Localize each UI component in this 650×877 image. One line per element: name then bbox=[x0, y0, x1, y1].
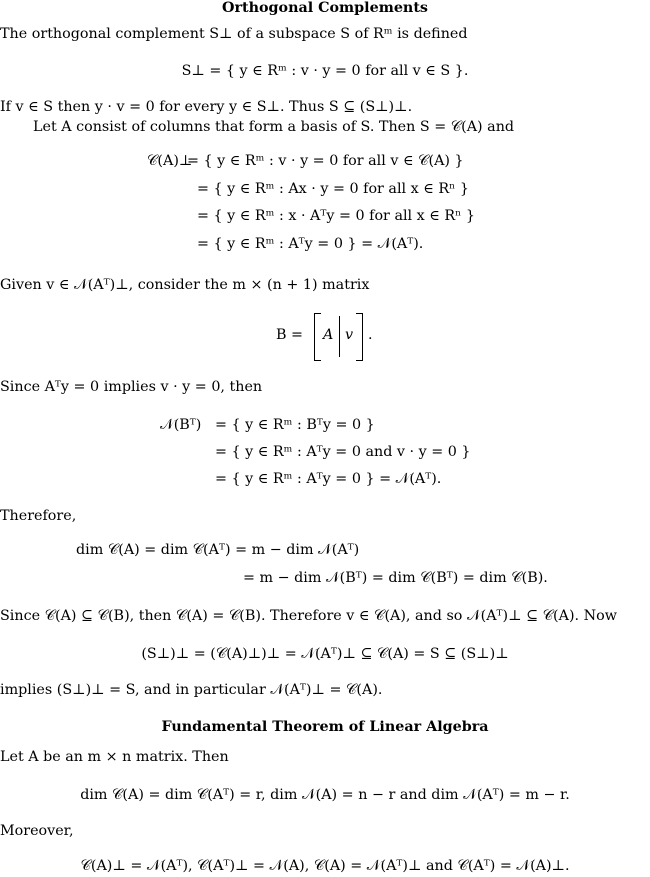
dimension-row: dim 𝒞(A) = dim 𝒞(Aᵀ) = m − dim 𝒩(Aᵀ) bbox=[76, 542, 360, 558]
column-separator bbox=[339, 316, 340, 357]
left-bracket bbox=[314, 313, 321, 361]
align1-row: = { y ∈ Rᵐ : Aᵀy = 0 } = 𝒩(Aᵀ). bbox=[197, 236, 424, 252]
section-title-fundamental-theorem: Fundamental Theorem of Linear Algebra bbox=[161, 719, 489, 735]
align2-row: = { y ∈ Rᵐ : Aᵀy = 0 and v · y = 0 } bbox=[215, 444, 471, 460]
rank-nullity-equation: dim 𝒞(A) = dim 𝒞(Aᵀ) = r, dim 𝒩(A) = n − r and dim 𝒩(Aᵀ) = m − r. bbox=[80, 787, 570, 803]
align2-row: = { y ∈ Rᵐ : Bᵀy = 0 } bbox=[215, 417, 375, 433]
align1-lhs: 𝒞(A)⊥ bbox=[147, 153, 193, 169]
paragraph-moreover: Moreover, bbox=[0, 823, 74, 839]
section-title-orthogonal-complements: Orthogonal Complements bbox=[222, 0, 428, 16]
paragraph-let-a-matrix: Let A be an m × n matrix. Then bbox=[0, 749, 229, 765]
align2-lhs: 𝒩(Bᵀ) bbox=[160, 417, 202, 433]
matrix-b-equation bbox=[0, 313, 650, 361]
complement-relations-equation: 𝒞(A)⊥ = 𝒩(Aᵀ), 𝒞(Aᵀ)⊥ = 𝒩(A), 𝒞(A) = 𝒩(Aᵀ)⊥ and 𝒞(Aᵀ) = 𝒩(A)⊥. bbox=[80, 858, 570, 874]
paragraph-since-ca-subset: Since 𝒞(A) ⊆ 𝒞(B), then 𝒞(A) = 𝒞(B). Therefore v ∈ 𝒞(A), and so 𝒩(Aᵀ)⊥ ⊆ 𝒞(A). Now bbox=[0, 608, 617, 624]
intro-paragraph: The orthogonal complement S⊥ of a subspace S of Rᵐ is defined bbox=[0, 26, 468, 42]
matrix-column-a: A bbox=[323, 327, 334, 343]
dimension-row: = m − dim 𝒩(Bᵀ) = dim 𝒞(Bᵀ) = dim 𝒞(B). bbox=[243, 570, 548, 586]
align1-row: = { y ∈ Rᵐ : x · Aᵀy = 0 for all x ∈ Rⁿ } bbox=[197, 208, 475, 224]
paragraph-implies: implies (S⊥)⊥ = S, and in particular 𝒩(Aᵀ)⊥ = 𝒞(A). bbox=[0, 682, 383, 698]
definition-equation: S⊥ = { y ∈ Rᵐ : v · y = 0 for all v ∈ S }. bbox=[181, 63, 469, 79]
paragraph-since-aty: Since Aᵀy = 0 implies v · y = 0, then bbox=[0, 379, 263, 395]
align1-row: = { y ∈ Rᵐ : v · y = 0 for all v ∈ 𝒞(A) } bbox=[187, 153, 464, 169]
matrix-period: . bbox=[368, 327, 373, 343]
paragraph-given-v: Given v ∈ 𝒩(Aᵀ)⊥, consider the m × (n + 1) matrix bbox=[0, 277, 370, 293]
align1-row: = { y ∈ Rᵐ : Ax · y = 0 for all x ∈ Rⁿ } bbox=[197, 181, 469, 197]
paragraph-therefore: Therefore, bbox=[0, 508, 77, 524]
matrix-b-label: B = bbox=[276, 327, 304, 343]
paragraph-if-v-in-s: If v ∈ S then y · v = 0 for every y ∈ S⊥. Thus S ⊆ (S⊥)⊥. bbox=[0, 99, 413, 115]
paragraph-let-a: Let A consist of columns that form a basis of S. Then S = 𝒞(A) and bbox=[33, 119, 515, 135]
right-bracket bbox=[356, 313, 363, 361]
complement-chain-equation: (S⊥)⊥ = (𝒞(A)⊥)⊥ = 𝒩(Aᵀ)⊥ ⊆ 𝒞(A) = S ⊆ (S⊥)⊥ bbox=[141, 646, 509, 662]
matrix-column-v: v bbox=[345, 327, 354, 343]
align2-row: = { y ∈ Rᵐ : Aᵀy = 0 } = 𝒩(Aᵀ). bbox=[215, 471, 442, 487]
